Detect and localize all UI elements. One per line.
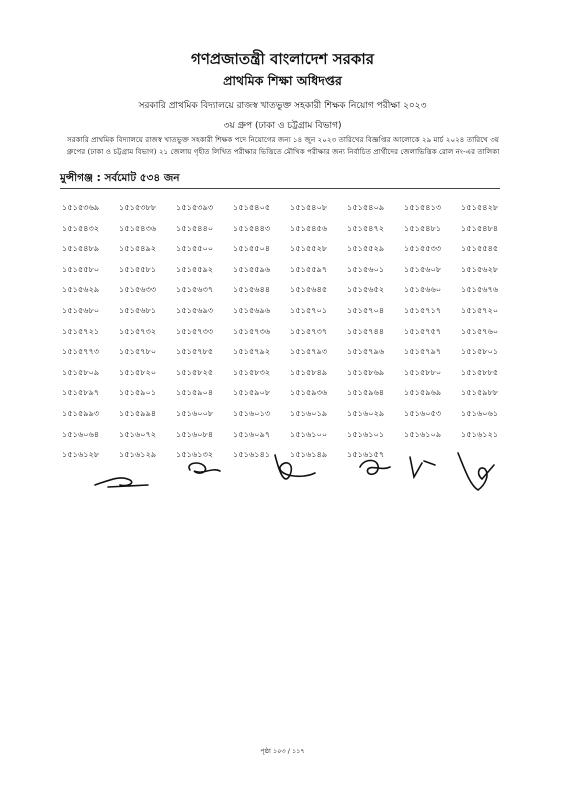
roll-number: ১৫১৬১৫৭ bbox=[347, 449, 385, 460]
roll-number: ১৫১৫৫০০ bbox=[176, 243, 214, 254]
roll-number: ১৫১৫৭২১ bbox=[62, 325, 100, 336]
roll-number: ১৫১৫৪৭২ bbox=[347, 222, 385, 233]
signature-2 bbox=[189, 463, 220, 473]
roll-number: ১৫১৫৪০৫ bbox=[233, 202, 271, 212]
roll-number: ১৫১৬০৬৪ bbox=[62, 428, 100, 439]
roll-number: ১৫১৫৯৯৪ bbox=[119, 407, 157, 418]
signature-6 bbox=[458, 453, 494, 490]
roll-number: ১৫১৫৬৮০ bbox=[62, 304, 100, 315]
roll-number: ১৫১৫৯০১ bbox=[119, 387, 157, 398]
notice-text: সরকারি প্রাথমিক বিদ্যালয়ে রাজস্ব খাতভুক্ত সহকারী শিক্ষক পদে নিয়োগের জন্য ১৪ জুন ২০২৩ তারিখের বিজ্ঞপ্তির আলোকে ২৯ মার্চ ২০২৪ তারিখে ৩য় গ্রুপের (ঢাকা ও চট্টগ্রাম বিভাগ) ২১ জেলায় গৃহীত লিখিত পরীক্ষার ভিত্তিতে মৌখিক পরীক্ষার জন্য নির্বাচিত প্রার্থীদের জেলাভিত্তিক রোল নং-এর তালিকা bbox=[66, 135, 500, 156]
roll-number: ১৫১৫৭৩২ bbox=[119, 325, 157, 336]
roll-number: ১৫১৫৭০১ bbox=[290, 304, 328, 315]
roll-number: ১৫১৬১৩২ bbox=[176, 449, 214, 460]
heading-divider bbox=[60, 188, 500, 189]
roll-number: ১৫১৫৮২৫ bbox=[176, 366, 214, 377]
roll-number: ১৫১৫৯০৮ bbox=[233, 387, 271, 398]
roll-number: ১৫১৫৪৪৩ bbox=[233, 222, 271, 233]
roll-number: ১৫১৫৮৯৭ bbox=[62, 387, 100, 398]
roll-number: ১৫১৬০১৩ bbox=[233, 407, 271, 418]
roll-number: ১৫১৫৭৯৭ bbox=[404, 346, 442, 357]
roll-number: ১৫১৫৭৮৫ bbox=[176, 346, 214, 357]
roll-number: ১৫১৫৭৯৬ bbox=[347, 346, 385, 357]
roll-number: ১৫১৫৯৩৬ bbox=[290, 387, 328, 398]
roll-number: ১৫১৬০০৮ bbox=[176, 407, 214, 418]
roll-number: ১৫১৫৬৪৫ bbox=[290, 284, 328, 295]
roll-number: ১৫১৫৫৪৫ bbox=[461, 243, 499, 254]
roll-number: ১৫১৫৬৫২ bbox=[347, 284, 385, 295]
roll-number: ১৫১৫৭৩৭ bbox=[290, 325, 328, 336]
roll-number: ১৫১৫৫৯৭ bbox=[290, 263, 328, 274]
roll-number: ১৫১৫৩৮৮ bbox=[119, 202, 157, 212]
roll-number: ১৫১৫৪৫৬ bbox=[290, 222, 328, 233]
roll-number: ১৫১৫৮৮০ bbox=[404, 366, 442, 377]
roll-number: ১৫১৫৫৮০ bbox=[62, 263, 100, 274]
page-number: পৃষ্ঠা ১০৩ / ১১৭ bbox=[260, 747, 305, 755]
roll-number: ১৫১৫৭৫৭ bbox=[404, 325, 442, 336]
roll-number: ১৫১৬০২৯ bbox=[347, 407, 385, 418]
signature-3 bbox=[275, 455, 315, 479]
roll-number: ১৫১৬০১৯ bbox=[290, 407, 328, 418]
roll-number: ১৫১৫৫৮১ bbox=[119, 263, 157, 274]
roll-number: ১৫১৫৬৩৩ bbox=[119, 284, 157, 295]
roll-number: ১৫১৫৪১৩ bbox=[404, 202, 442, 212]
roll-number: ১৫১৫৭৭৩ bbox=[62, 346, 100, 357]
roll-number: ১৫১৫৬৮১ bbox=[119, 304, 157, 315]
signatures bbox=[90, 445, 510, 505]
roll-number: ১৫১৬১০০ bbox=[290, 428, 328, 439]
roll-number: ১৫১৬১২৮ bbox=[62, 449, 100, 460]
roll-number: ১৫১৫৬৪৪ bbox=[233, 284, 271, 295]
roll-number: ১৫১৬১৪৯ bbox=[290, 449, 328, 460]
roll-number: ১৫১৫৭০৪ bbox=[347, 304, 385, 315]
roll-number: ১৫১৬১৪১ bbox=[233, 449, 271, 460]
roll-number: ১৫১৫৯৮৮ bbox=[461, 387, 499, 398]
roll-number: ১৫১৫৪৩৬ bbox=[119, 222, 157, 233]
roll-number: ১৫১৬০৬১ bbox=[461, 407, 499, 418]
roll-number: ১৫১৫৯০৪ bbox=[176, 387, 214, 398]
roll-number: ১৫১৫৭৩৬ bbox=[233, 325, 271, 336]
roll-number: ১৫১৫৪০৯ bbox=[347, 202, 385, 212]
roll-number: ১৫১৫৬৭৬ bbox=[461, 284, 499, 295]
roll-number: ১৫১৫৬০৮ bbox=[404, 263, 442, 274]
roll-number: ১৫১৬১০১ bbox=[347, 428, 385, 439]
roll-number: ১৫১৫৫২৯ bbox=[347, 243, 385, 254]
roll-number: ১৫১৫৩৯৩ bbox=[176, 202, 214, 212]
roll-number: ১৫১৫৫২৮ bbox=[290, 243, 328, 254]
roll-number: ১৫১৬১২৯ bbox=[119, 449, 157, 460]
roll-number: ১৫১৫৬২৯ bbox=[62, 284, 100, 295]
roll-number: ১৫১৫৭৩৩ bbox=[176, 325, 214, 336]
signature-1 bbox=[95, 478, 148, 487]
signature-4 bbox=[360, 460, 390, 474]
roll-number: ১৫১৫৭৬০ bbox=[461, 325, 499, 336]
group-title: ৩য় গ্রুপ (ঢাকা ও চট্টগ্রাম বিভাগ) bbox=[223, 121, 342, 131]
signature-5 bbox=[410, 457, 435, 477]
roll-number: ১৫১৫৪৪০ bbox=[176, 222, 214, 233]
roll-number: ১৫১৫৯৬৯ bbox=[404, 387, 442, 398]
roll-number: ১৫১৫৯৯৩ bbox=[62, 407, 100, 418]
roll-number: ১৫১৫৭২০ bbox=[461, 304, 499, 315]
roll-number: ১৫১৫৪০৮ bbox=[290, 202, 328, 212]
roll-number: ১৫১৬০৫৩ bbox=[404, 407, 442, 418]
roll-number: ১৫১৫৪৩২ bbox=[62, 222, 100, 233]
roll-number: ১৫১৫৭৮০ bbox=[119, 346, 157, 357]
roll-number: ১৫১৬১০৯ bbox=[404, 428, 442, 439]
roll-number: ১৫১৬১২১ bbox=[461, 428, 499, 439]
roll-number: ১৫১৫৪৯২ bbox=[119, 243, 157, 254]
roll-number: ১৫১৫৬৯৬ bbox=[233, 304, 271, 315]
roll-number: ১৫১৫৫৯২ bbox=[176, 263, 214, 274]
roll-number: ১৫১৫৯৬৪ bbox=[347, 387, 385, 398]
roll-number: ১৫১৫৮০৯ bbox=[62, 366, 100, 377]
roll-number: ১৫১৫৬০১ bbox=[347, 263, 385, 274]
roll-number: ১৫১৫৮৮৫ bbox=[461, 366, 499, 377]
roll-number: ১৫১৫৮৩২ bbox=[233, 366, 271, 377]
roll-number: ১৫১৫৭৪৪ bbox=[347, 325, 385, 336]
roll-number: ১৫১৫৮০১ bbox=[461, 346, 499, 357]
government-title: গণপ্রজাতন্ত্রী বাংলাদেশ সরকার bbox=[191, 50, 374, 68]
roll-number: ১৫১৫৩৬৯ bbox=[62, 202, 100, 212]
roll-number: ১৫১৫৭৯৩ bbox=[290, 346, 328, 357]
roll-number-table bbox=[62, 201, 518, 469]
roll-number: ১৫১৫৪৮৯ bbox=[62, 243, 100, 254]
roll-number: ১৫১৫৬৩৭ bbox=[176, 284, 214, 295]
district-heading: মুন্সীগঞ্জ : সর্বমোট ৫৩৪ জন bbox=[60, 172, 180, 184]
roll-number: ১৫১৫৫৯৬ bbox=[233, 263, 271, 274]
roll-number: ১৫১৫৮৪৯ bbox=[290, 366, 328, 377]
roll-number: ১৫১৫৭৯২ bbox=[233, 346, 271, 357]
roll-number: ১৫১৫৬৯৩ bbox=[176, 304, 214, 315]
roll-number: ১৫১৫৫০৪ bbox=[233, 243, 271, 254]
roll-number: ১৫১৬০৭২ bbox=[119, 428, 157, 439]
roll-number: ১৫১৫৭১৭ bbox=[404, 304, 442, 315]
roll-number: ১৫১৫৪২৮ bbox=[461, 202, 499, 212]
roll-number: ১৫১৬০৮৪ bbox=[176, 428, 214, 439]
roll-number: ১৫১৫৫৩৩ bbox=[404, 243, 442, 254]
roll-number: ১৫১৫৪৮১ bbox=[404, 222, 442, 233]
roll-number: ১৫১৫৮২০ bbox=[119, 366, 157, 377]
roll-number: ১৫১৬০৯৭ bbox=[233, 428, 271, 439]
roll-number: ১৫১৫৪৮৪ bbox=[461, 222, 499, 233]
roll-number: ১৫১৫৬২৮ bbox=[461, 263, 499, 274]
exam-title: সরকারি প্রাথমিক বিদ্যালয়ে রাজস্ব খাতভুক্ত সহকারী শিক্ষক নিয়োগ পরীক্ষা ২০২৩ bbox=[138, 101, 427, 111]
department-title: প্রাথমিক শিক্ষা অধিদপ্তর bbox=[223, 73, 342, 88]
roll-number: ১৫১৫৮৬৯ bbox=[347, 366, 385, 377]
roll-number: ১৫১৫৬৬০ bbox=[404, 284, 442, 295]
